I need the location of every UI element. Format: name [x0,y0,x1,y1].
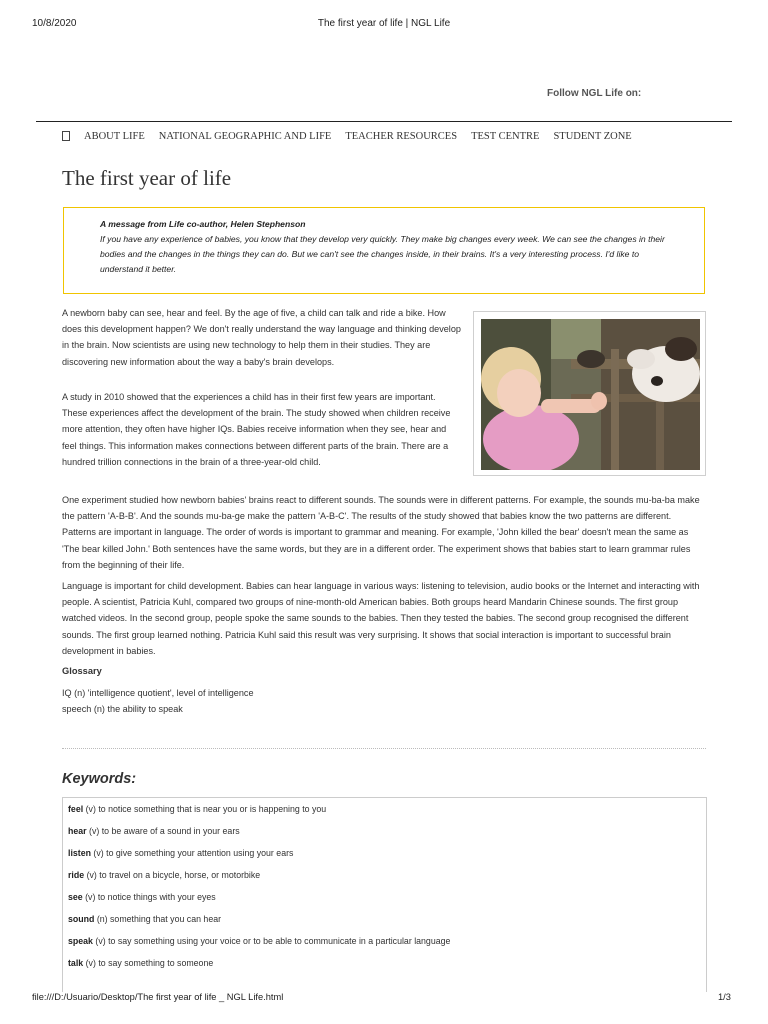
keyword-term: listen [68,848,91,858]
keyword-term: feel [68,804,84,814]
keyword-item [68,958,213,968]
keywords-title: Keywords: [62,771,137,787]
paragraph-4: Language is important for child development. Babies can hear language in various ways: listening to television, audio books or the Internet and interacting with people. A scientist, Patricia Kuhl, compared two groups of nine-month-old American babies. Both groups heard Mandarin Chinese sounds. The first group watched videos. In the second group, people spoke the same sounds to the babies. Then they tested the babies. The second group recognised the different sounds. The first group learned nothing. Patricia Kuhl said this result was very surprising. It shows that social interaction is important to successful brain development in babies. [62,581,700,656]
header-divider [36,121,732,122]
keyword-term: speak [68,936,93,946]
keyword-term: sound [68,914,95,924]
keywords-list [62,797,707,992]
keyword-term: ride [68,870,85,880]
follow-text: Follow NGL Life on: [547,88,642,99]
article-photo [473,311,706,476]
keyword-term: hear [68,826,87,836]
glossary-title: Glossary [62,666,102,676]
message-body: If you have any experience of babies, you know that they develop very quickly. They make big changes every week. We can see the changes in their bodies and the changes in the things they can do. But we can't see the changes inside, in their brains. It's a very interesting process. I'd like to understand it better. [100,234,665,274]
keyword-definition: (v) to travel on a bicycle, horse, or motorbike [84,870,261,880]
page-number: 1/3 [718,992,731,1002]
print-header [0,18,768,32]
child-with-goat-image [481,319,700,470]
nav-item-student-zone[interactable]: STUDENT ZONE [553,130,632,142]
glossary-entry: IQ (n) 'intelligence quotient', level of intelligence [62,688,254,698]
print-page-title: The first year of life | NGL Life [317,18,451,29]
print-date: 10/8/2020 [32,18,77,29]
keyword-definition: (v) to notice things with your eyes [82,892,216,902]
paragraph-3: One experiment studied how newborn babies' brains react to different sounds. The sounds were in different patterns. For example, the sounds mu-ba-ba make the pattern 'A-B-B'. And the sounds mu-ba-ge make the pattern 'A-B-C'. The results of the study showed that babies know the two patterns are different. Patterns are important in language. The order of words is important to grammar and meaning. For example, 'John killed the bear' doesn't mean the same as 'The bear killed John.' Both sentences have the same words, but they are in a different order. The experiment shows that babies start to learn grammar rules from the beginning of their life. [62,495,700,570]
glossary-entry: speech (n) the ability to speak [62,704,183,714]
keyword-item [68,892,216,902]
keyword-term: see [68,892,83,902]
menu-icon[interactable] [62,131,70,141]
author-message-box [63,207,705,294]
keyword-definition: (v) to notice something that is near you or is happening to you [83,804,327,814]
paragraph-2: A study in 2010 showed that the experiences a child has in their first few years are important. These experiences affect the development of the brain. The study showed when children receive more attention, they often have higher IQs. Babies receive information when they see, hear and feel things. This information makes connections between different parts of the brain. There are a hundred trillion connections in the brain of a three-year-old child. [62,392,451,467]
section-divider [62,748,706,749]
nav-item-national-geographic[interactable]: NATIONAL GEOGRAPHIC AND LIFE [158,130,332,142]
nav-item-about-life[interactable]: ABOUT LIFE [84,130,145,142]
keyword-definition: (n) something that you can hear [94,914,222,924]
message-heading: A message from Life co-author, Helen Stephenson [100,219,306,229]
keyword-item [68,936,450,946]
nav-item-teacher-resources[interactable]: TEACHER RESOURCES [345,130,458,142]
page-title: The first year of life [62,166,232,190]
keyword-definition: (v) to give something your attention using your ears [90,848,294,858]
keyword-item [68,914,221,924]
keyword-item [68,826,240,836]
keyword-item [68,848,293,858]
keyword-term: talk [68,958,84,968]
keyword-item [68,804,326,814]
keyword-definition: (v) to be aware of a sound in your ears [86,826,240,836]
paragraph-1: A newborn baby can see, hear and feel. By the age of five, a child can talk and ride a bike. How does this development happen? We don't really understand the way language and thinking develop in the brain. Now scientists are using new technology to help them in their studies. They are discovering new information about the way a baby's brain develops. [62,308,461,367]
file-path: file:///D:/Usuario/Desktop/The first year of life _ NGL Life.html [32,992,284,1002]
nav-item-test-centre[interactable]: TEST CENTRE [471,130,540,142]
keyword-definition: (v) to say something to someone [83,958,214,968]
main-nav [62,128,646,144]
keyword-item [68,870,260,880]
keyword-definition: (v) to say something using your voice or to be able to communicate in a particular language [92,936,451,946]
